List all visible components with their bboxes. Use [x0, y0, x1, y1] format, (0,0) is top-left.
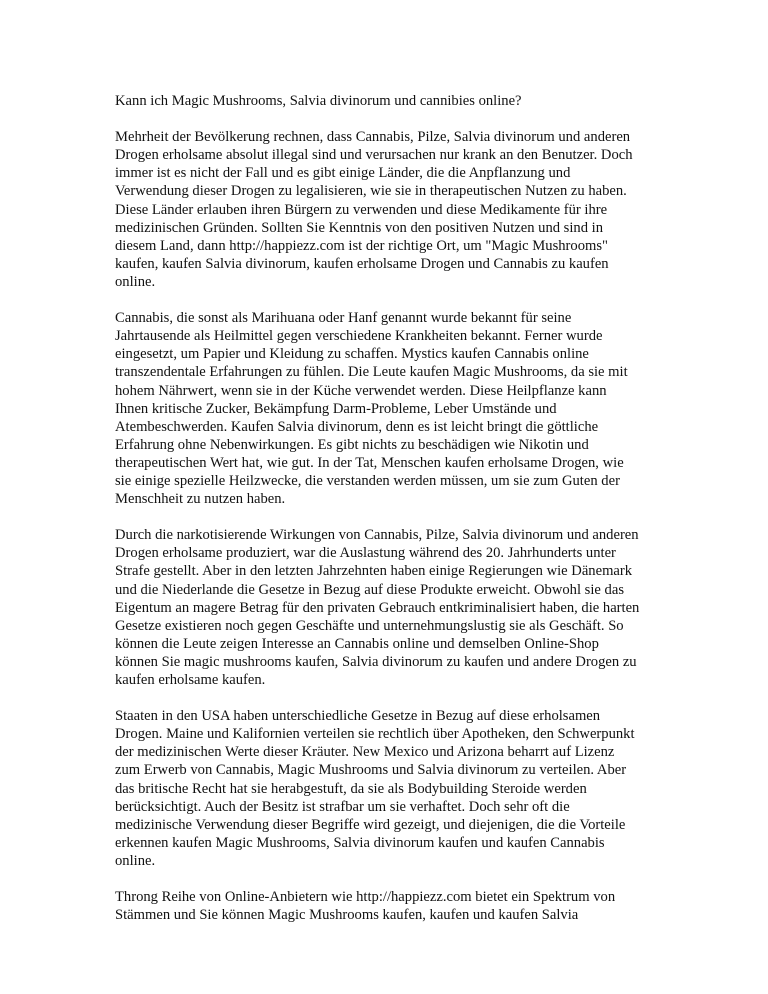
paragraph-line: und die Niederlande die Gesetze in Bezug auf diese Produkte erweicht. Obwohl sie das — [115, 581, 624, 598]
body-paragraph — [115, 707, 665, 870]
paragraph-line: können die Leute zeigen Interesse an Cannabis online und demselben Online-Shop — [115, 635, 599, 652]
paragraph-line: Drogen. Maine und Kalifornien verteilen sie rechtlich über Apotheken, den Schwerpunkt — [115, 726, 635, 743]
body-paragraph — [115, 888, 665, 924]
paragraph-line: Drogen erholsame absolut illegal sind und verursachen nur krank an den Benutzer. Doch — [115, 147, 633, 164]
document-heading — [115, 92, 665, 110]
paragraph-line: online. — [115, 273, 156, 290]
paragraph-line: transzendentale Erfahrungen zu fühlen. Die Leute kaufen Magic Mushrooms, da sie mit — [115, 364, 628, 381]
paragraph-line: Gesetze existieren noch gegen Geschäfte und unternehmungslustig sie als Geschäft. So — [115, 617, 624, 634]
paragraph-line: Durch die narkotisierende Wirkungen von Cannabis, Pilze, Salvia divinorum und anderen — [115, 527, 639, 544]
body-paragraph — [115, 309, 665, 508]
paragraph-line: Verwendung dieser Drogen zu legalisieren, wie sie in therapeutischen Nutzen zu haben. — [115, 183, 627, 200]
paragraph-line: Throng Reihe von Online-Anbietern wie http://happiezz.com bietet ein Spektrum von — [115, 889, 616, 906]
body-paragraphs — [115, 128, 665, 924]
paragraph-line: Ihnen kritische Zucker, Bekämpfung Darm-Probleme, Leber Umstände und — [115, 400, 557, 417]
paragraph-line: sie einige spezielle Heilzwecke, die verstanden werden müssen, um sie zum Guten der — [115, 472, 620, 489]
paragraph-line: Menschheit zu nutzen haben. — [115, 491, 286, 508]
paragraph-line: kaufen erholsame kaufen. — [115, 672, 266, 688]
paragraph-line: medizinische Verwendung dieser Begriffe wird gezeigt, und diejenigen, die die Vorteile — [115, 816, 626, 833]
paragraph-line: können Sie magic mushrooms kaufen, Salvia divinorum zu kaufen und andere Drogen zu — [115, 653, 637, 670]
paragraph-line: eingesetzt, um Papier und Kleidung zu schaffen. Mystics kaufen Cannabis online — [115, 346, 589, 363]
paragraph-line: Strafe gestellt. Aber in den letzten Jahrzehnten haben einige Regierungen wie Dänemark — [115, 563, 633, 580]
paragraph-line: medizinischen Gründen. Sollten Sie Kenntnis von den positiven Nutzen und sind in — [115, 219, 604, 236]
paragraph-line: erkennen kaufen Magic Mushrooms, Salvia divinorum kaufen und kaufen Cannabis — [115, 834, 605, 851]
paragraph-line: das britische Recht hat sie herabgestuft, da sie als Bodybuilding Steroide werden — [115, 780, 587, 797]
paragraph-line: zum Erwerb von Cannabis, Magic Mushrooms und Salvia divinorum zu verteilen. Aber — [115, 762, 627, 779]
paragraph-line: Erfahrung ohne Nebenwirkungen. Es gibt nichts zu beschädigen wie Nikotin und — [115, 436, 589, 453]
paragraph-line: Mehrheit der Bevölkerung rechnen, dass Cannabis, Pilze, Salvia divinorum und anderen — [115, 129, 631, 146]
document-page — [115, 92, 665, 942]
paragraph-line: immer ist es nicht der Fall und es gibt einige Länder, die die Anpflanzung und — [115, 165, 571, 182]
paragraph-line: online. — [115, 852, 156, 869]
paragraph-line: der medizinischen Werte dieser Kräuter. New Mexico und Arizona beharrt auf Lizenz — [115, 744, 615, 761]
paragraph-line: Diese Länder erlauben ihren Bürgern zu verwenden und diese Medikamente für ihre — [115, 201, 608, 218]
paragraph-line: Atembeschwerden. Kaufen Salvia divinorum, denn es ist leicht bringt die göttliche — [115, 418, 599, 435]
paragraph-line: Staaten in den USA haben unterschiedliche Gesetze in Bezug auf diese erholsamen — [115, 708, 601, 725]
paragraph-line: hohem Nährwert, wenn sie in der Küche verwendet werden. Diese Heilpflanze kann — [115, 382, 607, 399]
paragraph-line: Stämmen und Sie können Magic Mushrooms kaufen, kaufen und kaufen Salvia — [115, 907, 579, 924]
paragraph-line: Eigentum an magere Betrag für den privaten Gebrauch entkriminalisiert haben, die harten — [115, 599, 640, 616]
paragraph-line: Jahrtausende als Heilmittel gegen verschiedene Krankheiten bekannt. Ferner wurde — [115, 328, 603, 345]
paragraph-line: kaufen, kaufen Salvia divinorum, kaufen erholsame Drogen und Cannabis zu kaufen — [115, 255, 609, 272]
heading-line: Kann ich Magic Mushrooms, Salvia divinorum und cannibies online? — [115, 93, 522, 109]
paragraph-line: berücksichtigt. Auch der Besitz ist strafbar um sie verhaftet. Doch sehr oft die — [115, 798, 570, 815]
body-paragraph — [115, 526, 665, 689]
body-paragraph — [115, 128, 665, 291]
paragraph-line: therapeutischen Wert hat, wie gut. In der Tat, Menschen kaufen erholsame Drogen, wie — [115, 454, 624, 471]
paragraph-line: Drogen erholsame produziert, war die Auslastung während des 20. Jahrhunderts unter — [115, 545, 616, 562]
paragraph-line: diesem Land, dann http://happiezz.com ist der richtige Ort, um "Magic Mushrooms" — [115, 237, 608, 254]
paragraph-line: Cannabis, die sonst als Marihuana oder Hanf genannt wurde bekannt für seine — [115, 310, 572, 327]
